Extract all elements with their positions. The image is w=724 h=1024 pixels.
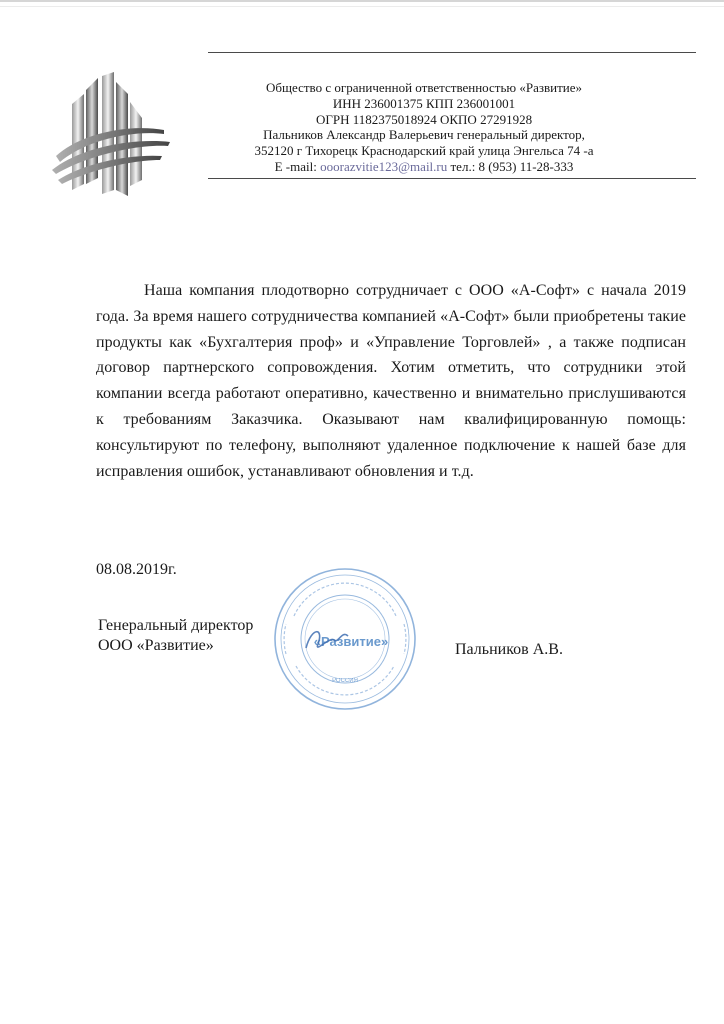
letterhead-bottom-rule <box>208 178 696 179</box>
phone: тел.: 8 (953) 11-28-333 <box>447 158 574 174</box>
company-contacts <box>208 159 640 175</box>
signatory-name: Пальников А.В. <box>455 641 563 658</box>
company-director: Пальников Александр Валерьевич генеральный директор, <box>263 127 585 143</box>
position-title: Генеральный директор <box>98 617 254 634</box>
email-link[interactable]: ooorazvitie123@mail.ru <box>320 158 448 174</box>
letter-date: 08.08.2019г. <box>96 561 177 578</box>
letterhead <box>208 80 640 175</box>
company-address: 352120 г Тихорецк Краснодарский край улица Энгельса 74 -а <box>254 143 594 159</box>
letterhead-top-rule <box>208 52 696 53</box>
building-logo-icon <box>52 72 172 200</box>
company-name: Общество с ограниченной ответственностью «Развитие» <box>265 80 582 95</box>
company-ogrn: ОГРН 1182375018924 ОКПО 27291928 <box>315 111 533 127</box>
stamp-center-text: «Развитие» <box>313 634 389 649</box>
scan-edge <box>0 0 724 2</box>
stamp-bottom-text: РОССИЯ <box>332 678 358 684</box>
position-company: ООО «Развитие» <box>98 637 214 654</box>
company-inn: ИНН 236001375 КПП 236001001 <box>332 95 516 111</box>
scan-edge-2 <box>0 6 724 7</box>
letter-body: Наша компания плодотворно сотрудничает с ООО «А-Софт» с начала 2019 года. За время нашего сотрудничества компанией «А-Софт» были приобретены такие продукты как «Бухгалтерия проф» и «Управление Торговлей» , а также подписан договор партнерского сопровождения. Хотим отметить, что сотрудники этой компании всегда работают оперативно, качественно и внимательно прислушиваются к требованиям Заказчика. Оказывают нам квалифицированную помощь: консультируют по телефону, выполняют удаленное подключение к нашей базе для исправления ошибок, устанавливают обновления и т.д. <box>96 282 686 480</box>
signatory-position <box>98 616 253 656</box>
company-stamp <box>272 566 418 712</box>
email-prefix: E -mail: <box>274 158 321 174</box>
